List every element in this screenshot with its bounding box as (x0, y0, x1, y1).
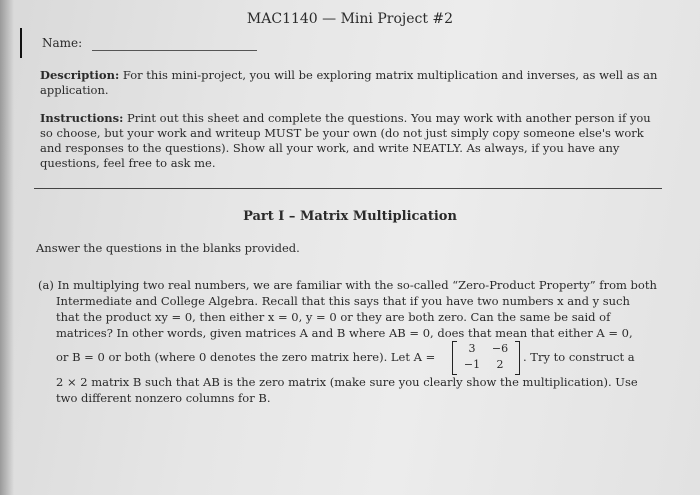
description-paragraph (40, 68, 665, 98)
description-text: For this mini-project, you will be exploring matrix multiplication and inverses, as well as an application. (40, 68, 658, 97)
matrix-a-cell: −1 (463, 358, 481, 371)
question-a-line: 2 × 2 matrix B such that AB is the zero matrix (make sure you clearly show the multiplication). Use (56, 375, 638, 389)
name-label: Name: (42, 36, 83, 50)
question-a-line: that the product xy = 0, then either x = 0, y = 0 or they are both zero. Can the same be said of (56, 310, 611, 324)
matrix-a-cell: −6 (491, 342, 509, 355)
description-label: Description: (40, 68, 120, 82)
question-a-line: two different nonzero columns for B. (56, 391, 271, 405)
part-heading: Part I – Matrix Multiplication (243, 209, 457, 224)
instructions-label: Instructions: (40, 111, 124, 125)
matrix-a-cell: 3 (468, 342, 476, 355)
document-title: MAC1140 — Mini Project #2 (246, 11, 454, 27)
section-divider (34, 188, 662, 189)
margin-pen-mark (20, 28, 22, 58)
question-a-line: Intermediate and College Algebra. Recall that this says that if you have two numbers x and y such (56, 294, 630, 308)
matrix-a (452, 341, 520, 375)
matrix-a-cell: 2 (496, 358, 504, 371)
question-a-line: matrices? In other words, given matrices A and B where AB = 0, does that mean that either A = 0, (56, 326, 633, 340)
part-intro: Answer the questions in the blanks provided. (36, 241, 300, 255)
question-a-line: . Try to construct a (523, 350, 635, 364)
page-edge-shadow (0, 0, 14, 495)
instructions-text: Print out this sheet and complete the questions. You may work with another person if you so choose, but your work and writeup MUST be your own (do not just simply copy someone else's work and responses to the questions). Show all your work, and write NEATLY. As always, if you have any questions, feel free to ask me. (40, 111, 651, 170)
name-blank-line (92, 50, 257, 51)
question-a-line: or B = 0 or both (where 0 denotes the zero matrix here). Let A = (56, 350, 436, 364)
question-a-line: (a) In multiplying two real numbers, we are familiar with the so-called “Zero-Product Property” from both (38, 278, 657, 292)
instructions-paragraph (40, 111, 665, 171)
